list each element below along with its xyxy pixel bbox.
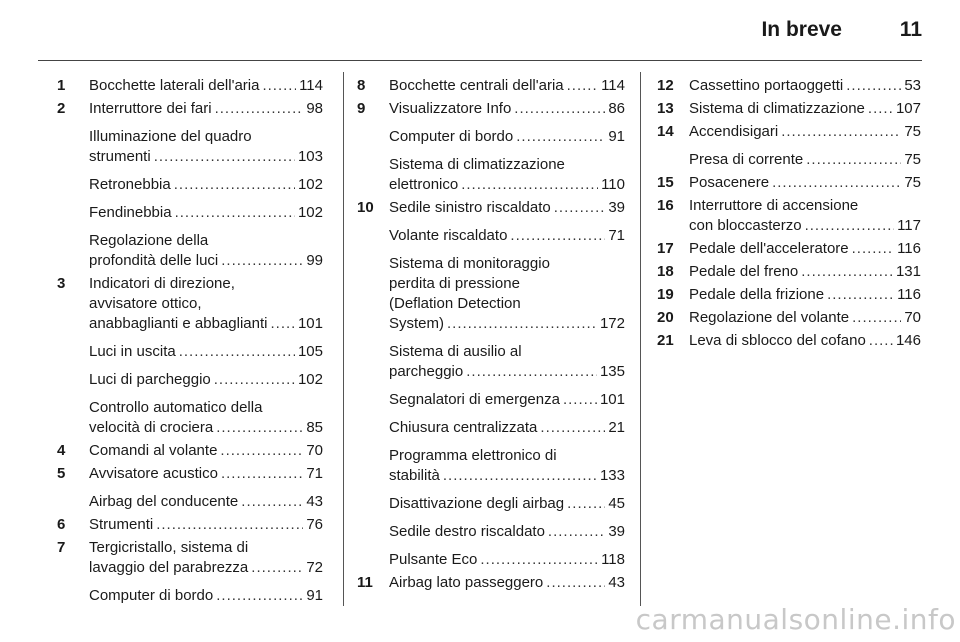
callout-number: 1 [57, 77, 66, 94]
index-entry [657, 308, 921, 328]
callout-number: 21 [657, 332, 674, 349]
entry-text: Disattivazione degli airbag [389, 495, 565, 512]
index-entry [57, 76, 323, 96]
index-entry [57, 586, 323, 606]
entry-text: strumenti [89, 148, 151, 165]
index-entry [57, 492, 323, 512]
entry-text: Pedale della frizione [689, 286, 825, 303]
page-reference: 85 [306, 419, 323, 436]
dot-leader [466, 362, 597, 382]
dot-leader [869, 331, 893, 351]
entry-text: Retronebbia [89, 176, 171, 193]
dot-leader [461, 175, 598, 195]
index-entry [57, 342, 323, 362]
entry-text: Chiusura centralizzata [389, 419, 538, 436]
entry-text: Sistema di climatizzazione [689, 100, 865, 117]
dot-leader [214, 370, 295, 390]
index-column-2 [357, 76, 625, 593]
page-reference: 135 [599, 363, 625, 380]
index-entry [357, 155, 625, 195]
page-reference: 118 [601, 551, 625, 568]
entry-text: Avvisatore acustico [89, 465, 218, 482]
dot-leader [514, 99, 605, 119]
page-reference: 101 [297, 315, 323, 332]
index-entry [657, 76, 921, 96]
entry-text: Tergicristallo, sistema di [89, 539, 249, 556]
index-entry [57, 99, 323, 119]
page-reference: 98 [306, 100, 323, 117]
dot-leader [806, 150, 901, 170]
dot-leader [220, 441, 303, 461]
page-reference: 45 [608, 495, 625, 512]
index-entry [357, 342, 625, 382]
dot-leader [221, 464, 303, 484]
index-entry [357, 550, 625, 570]
index-entry [57, 398, 323, 438]
page-reference: 71 [608, 227, 625, 244]
entry-text: Accendisigari [689, 123, 779, 140]
page-number: 11 [899, 18, 922, 41]
dot-leader [567, 494, 605, 514]
dot-leader [216, 418, 303, 438]
entry-text: velocità di crociera [89, 419, 214, 436]
index-column-1 [57, 76, 323, 606]
index-entry [657, 99, 921, 119]
page-reference: 172 [599, 315, 625, 332]
entry-text: Cassettino portaoggetti [689, 77, 844, 94]
callout-number: 6 [57, 516, 66, 533]
callout-number: 15 [657, 174, 674, 191]
index-entry [657, 150, 921, 170]
page-reference: 110 [601, 176, 625, 193]
dot-leader [443, 466, 597, 486]
callout-number: 10 [357, 199, 374, 216]
entry-text: Programma elettronico di [389, 447, 557, 464]
index-entry [357, 573, 625, 593]
callout-number: 4 [57, 442, 66, 459]
index-entry [57, 370, 323, 390]
entry-text: Posacenere [689, 174, 770, 191]
entry-text: Segnalatori di emergenza [389, 391, 560, 408]
index-entry [357, 390, 625, 410]
entry-text: Luci di parcheggio [89, 371, 211, 388]
entry-text: Bocchette centrali dell'aria [389, 77, 564, 94]
page-reference: 71 [306, 465, 323, 482]
page-reference: 72 [306, 559, 323, 576]
page-reference: 103 [297, 148, 323, 165]
entry-text: Regolazione della [89, 232, 209, 249]
index-entry [357, 494, 625, 514]
index-entry [657, 239, 921, 259]
header-rule [38, 60, 922, 61]
entry-text: elettronico [389, 176, 459, 193]
index-entry [357, 446, 625, 486]
index-entry [57, 538, 323, 578]
page-reference: 114 [601, 77, 625, 94]
dot-leader [480, 550, 598, 570]
entry-text: con bloccasterzo [689, 217, 802, 234]
dot-leader [154, 147, 295, 167]
callout-number: 3 [57, 275, 66, 292]
entry-text: Sedile sinistro riscaldato [389, 199, 551, 216]
entry-text: lavaggio del parabrezza [89, 559, 249, 576]
page-reference: 116 [897, 240, 921, 257]
index-entry [57, 231, 323, 271]
entry-text: Computer di bordo [389, 128, 514, 145]
entry-text: Strumenti [89, 516, 154, 533]
callout-number: 2 [57, 100, 66, 117]
page-reference: 101 [599, 391, 625, 408]
index-entry [57, 441, 323, 461]
index-entry [57, 175, 323, 195]
index-entry [57, 274, 323, 334]
column-divider [640, 72, 641, 606]
dot-leader [540, 418, 605, 438]
dot-leader [868, 99, 893, 119]
entry-text: Fendinebbia [89, 204, 172, 221]
callout-number: 13 [657, 100, 674, 117]
dot-leader [216, 586, 303, 606]
callout-number: 12 [657, 77, 674, 94]
callout-number: 11 [357, 574, 373, 591]
page-reference: 43 [608, 574, 625, 591]
index-entry [657, 262, 921, 282]
entry-text: Comandi al volante [89, 442, 218, 459]
entry-text: Sistema di ausilio al [389, 343, 522, 360]
dot-leader [174, 175, 295, 195]
callout-number: 16 [657, 197, 674, 214]
page-reference: 116 [897, 286, 921, 303]
page-reference: 75 [904, 174, 921, 191]
page-reference: 70 [306, 442, 323, 459]
section-title: In breve [761, 18, 842, 41]
entry-text: Interruttore di accensione [689, 197, 859, 214]
entry-text: profondità delle luci [89, 252, 219, 269]
entry-text: Presa di corrente [689, 151, 804, 168]
page-reference: 102 [297, 371, 323, 388]
entry-text: anabbaglianti e abbaglianti [89, 315, 268, 332]
entry-text: System) [389, 315, 445, 332]
dot-leader [175, 203, 295, 223]
index-entry [657, 331, 921, 351]
page-reference: 43 [306, 493, 323, 510]
column-divider [343, 72, 344, 606]
page-reference: 105 [297, 343, 323, 360]
entry-text: Leva di sblocco del cofano [689, 332, 866, 349]
index-entry [357, 198, 625, 218]
dot-leader [447, 314, 597, 334]
dot-leader [221, 251, 303, 271]
callout-number: 18 [657, 263, 674, 280]
dot-leader [241, 492, 303, 512]
page-reference: 131 [895, 263, 921, 280]
dot-leader [156, 515, 303, 535]
index-entry [57, 515, 323, 535]
page-reference: 76 [306, 516, 323, 533]
page-reference: 91 [306, 587, 323, 604]
entry-text: stabilità [389, 467, 440, 484]
page-reference: 70 [904, 309, 921, 326]
page-reference: 102 [297, 176, 323, 193]
entry-text: (Deflation Detection [389, 295, 521, 312]
entry-text: Sistema di climatizzazione [389, 156, 565, 173]
index-entry [657, 285, 921, 305]
entry-text: Volante riscaldato [389, 227, 508, 244]
index-entry [657, 122, 921, 142]
callout-number: 7 [57, 539, 66, 556]
entry-text: Sistema di monitoraggio [389, 255, 550, 272]
index-entry [57, 464, 323, 484]
page-reference: 117 [897, 217, 921, 234]
page-reference: 102 [297, 204, 323, 221]
page-reference: 39 [608, 199, 625, 216]
index-entry [357, 76, 625, 96]
page-reference: 75 [904, 123, 921, 140]
entry-text: Visualizzatore Info [389, 100, 512, 117]
page-reference: 21 [608, 419, 625, 436]
callout-number: 14 [657, 123, 674, 140]
index-entry [357, 99, 625, 119]
index-entry [357, 254, 625, 334]
index-entry [357, 522, 625, 542]
index-column-3 [657, 76, 921, 351]
index-entry [657, 173, 921, 193]
page-reference: 53 [904, 77, 921, 94]
entry-text: Controllo automatico della [89, 399, 263, 416]
dot-leader [846, 76, 901, 96]
dot-leader [546, 573, 605, 593]
index-entry [57, 127, 323, 167]
page-reference: 146 [895, 332, 921, 349]
index-entry [357, 226, 625, 246]
dot-leader [852, 308, 901, 328]
dot-leader [801, 262, 893, 282]
dot-leader [548, 522, 605, 542]
page-reference: 75 [904, 151, 921, 168]
callout-number: 17 [657, 240, 674, 257]
dot-leader [827, 285, 894, 305]
callout-number: 5 [57, 465, 66, 482]
entry-text: Pulsante Eco [389, 551, 478, 568]
dot-leader [563, 390, 597, 410]
dot-leader [567, 76, 598, 96]
dot-leader [262, 76, 296, 96]
dot-leader [215, 99, 304, 119]
index-entry [357, 418, 625, 438]
dot-leader [805, 216, 895, 236]
dot-leader [510, 226, 605, 246]
entry-text: Illuminazione del quadro [89, 128, 252, 145]
callout-number: 20 [657, 309, 674, 326]
page-reference: 133 [599, 467, 625, 484]
entry-text: Pedale dell'acceleratore [689, 240, 849, 257]
entry-text: Computer di bordo [89, 587, 214, 604]
page-reference: 39 [608, 523, 625, 540]
page-reference: 107 [895, 100, 921, 117]
callout-number: 19 [657, 286, 674, 303]
entry-text: Indicatori di direzione, [89, 275, 235, 292]
index-entry [357, 127, 625, 147]
dot-leader [554, 198, 606, 218]
index-entry [657, 196, 921, 236]
entry-text: avvisatore ottico, [89, 295, 202, 312]
index-entry [57, 203, 323, 223]
entry-text: Interruttore dei fari [89, 100, 212, 117]
callout-number: 8 [357, 77, 366, 94]
dot-leader [179, 342, 295, 362]
dot-leader [516, 127, 605, 147]
page-reference: 86 [608, 100, 625, 117]
entry-text: Pedale del freno [689, 263, 799, 280]
dot-leader [781, 122, 901, 142]
entry-text: Regolazione del volante [689, 309, 850, 326]
entry-text: perdita di pressione [389, 275, 520, 292]
entry-text: Luci in uscita [89, 343, 176, 360]
dot-leader [772, 173, 901, 193]
entry-text: Airbag lato passeggero [389, 574, 544, 591]
entry-text: parcheggio [389, 363, 464, 380]
watermark: carmanualsonline.info [635, 603, 956, 636]
entry-text: Bocchette laterali dell'aria [89, 77, 260, 94]
entry-text: Sedile destro riscaldato [389, 523, 545, 540]
page-header [0, 18, 922, 46]
page-reference: 99 [306, 252, 323, 269]
callout-number: 9 [357, 100, 366, 117]
page-reference: 114 [299, 77, 323, 94]
page-reference: 91 [608, 128, 625, 145]
dot-leader [270, 314, 294, 334]
dot-leader [251, 558, 303, 578]
dot-leader [852, 239, 894, 259]
entry-text: Airbag del conducente [89, 493, 239, 510]
